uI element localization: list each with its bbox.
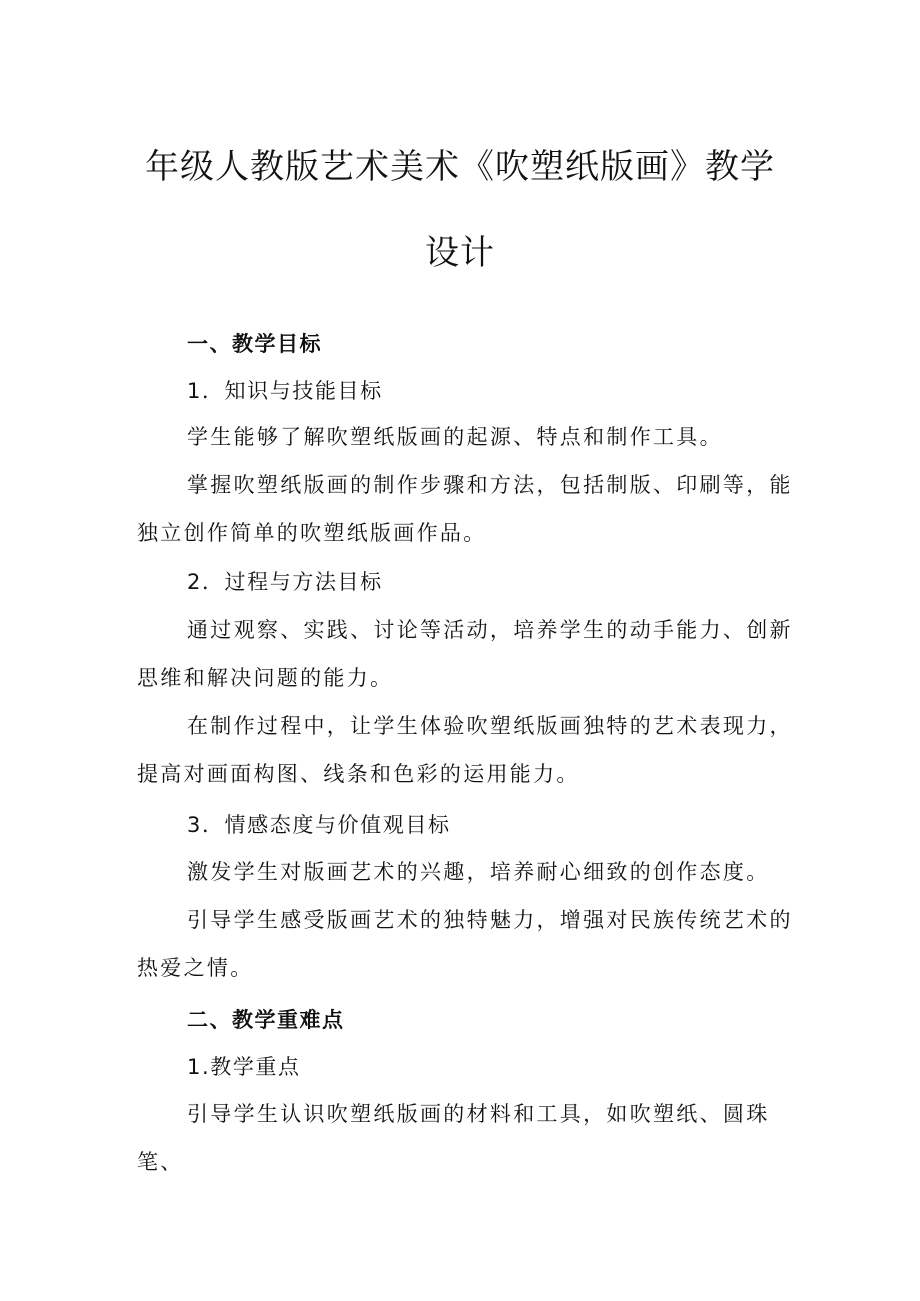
section-heading-objectives: 一、教学目标	[187, 332, 322, 356]
paragraph: 学生能够了解吹塑纸版画的起源、特点和制作工具。	[187, 425, 723, 449]
paragraph: 激发学生对版画艺术的兴趣，培养耐心细致的创作态度。	[187, 860, 770, 884]
document-title-line-2: 设计	[425, 233, 495, 273]
section-heading-key-points: 二、教学重难点	[187, 1008, 345, 1032]
subsection-label-key-point: 1.教学重点	[187, 1055, 301, 1079]
paragraph: 掌握吹塑纸版画的制作步骤和方法，包括制版、印刷等，能独立创作简单的吹塑纸版画作品。	[137, 473, 793, 545]
paragraph: 通过观察、实践、讨论等活动，培养学生的动手能力、创新思维和解决问题的能力。	[137, 618, 793, 690]
paragraph: 引导学生感受版画艺术的独特魅力，增强对民族传统艺术的热爱之情。	[137, 908, 793, 980]
subsection-label-emotion: 3．情感态度与价值观目标	[187, 813, 451, 837]
document-title-line-1: 年级人教版艺术美术《吹塑纸版画》教学	[145, 147, 775, 187]
paragraph: 引导学生认识吹塑纸版画的材料和工具，如吹塑纸、圆珠笔、	[137, 1102, 770, 1174]
paragraph: 在制作过程中，让学生体验吹塑纸版画独特的艺术表现力，提高对画面构图、线条和色彩的运用能力。	[137, 714, 793, 786]
subsection-label-knowledge: 1．知识与技能目标	[187, 379, 383, 403]
subsection-label-process: 2．过程与方法目标	[187, 570, 383, 594]
